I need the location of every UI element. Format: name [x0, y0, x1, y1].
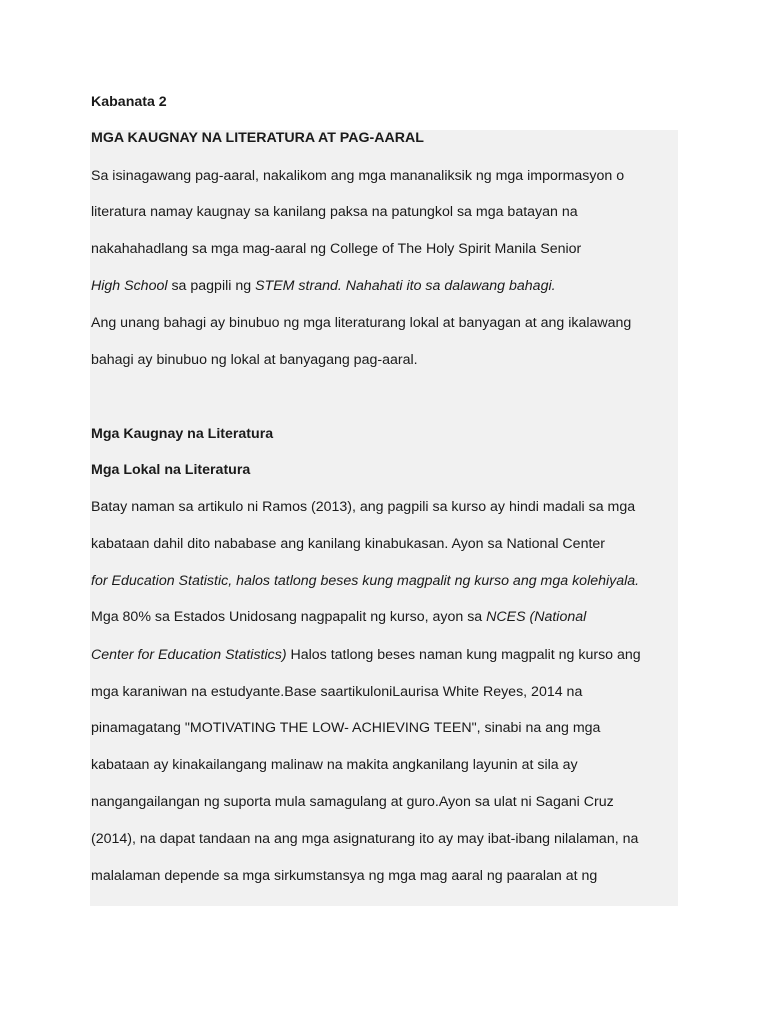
italic-text: Center for Education Statistics) — [91, 647, 287, 663]
subheading-related-literature: Mga Kaugnay na Literatura — [91, 426, 274, 442]
italic-text: High School — [91, 278, 168, 294]
paragraph-line — [91, 276, 556, 296]
paragraph-line: Batay naman sa artikulo ni Ramos (2013), ang pagpili sa kurso ay hindi madali sa mga — [91, 499, 636, 515]
paragraph-line: literatura namay kaugnay sa kanilang paksa na patungkol sa mga batayan na — [91, 204, 578, 220]
paragraph-line: mga karaniwan na estudyante.Base saartikuloniLaurisa White Reyes, 2014 na — [91, 684, 583, 700]
plain-text: Mga 80% sa Estados Unidosang nagpapalit ng kurso, ayon sa — [91, 609, 487, 625]
paragraph-line: Ang unang bahagi ay binubuo ng mga literaturang lokal at banyagan at ang ikalawang — [91, 315, 632, 331]
plain-text: sa pagpili ng — [167, 278, 256, 294]
chapter-label: Kabanata 2 — [91, 94, 167, 110]
paragraph-line: nangangailangan ng suporta mula samagulang at guro.Ayon sa ulat ni Sagani Cruz — [91, 794, 614, 810]
subheading-local-literature: Mga Lokal na Literatura — [91, 462, 251, 478]
italic-text: NCES (National — [486, 609, 587, 625]
plain-text: Halos tatlong beses naman kung magpalit ng kurso ang — [286, 647, 641, 663]
paragraph-line — [91, 607, 586, 627]
italic-text: STEM strand. Nahahati ito sa dalawang bahagi. — [255, 278, 556, 294]
paragraph-line: kabataan dahil dito nababase ang kanilang kinabukasan. Ayon sa National Center — [91, 536, 606, 552]
paragraph-line — [91, 645, 641, 665]
paragraph-line: (2014), na dapat tandaan na ang mga asignaturang ito ay may ibat-ibang nilalaman, na — [91, 831, 639, 847]
section-title: MGA KAUGNAY NA LITERATURA AT PAG-AARAL — [91, 130, 424, 146]
paragraph-line: nakahahadlang sa mga mag-aaral ng College of The Holy Spirit Manila Senior — [91, 241, 582, 257]
paragraph-line: Sa isinagawang pag-aaral, nakalikom ang mga mananaliksik ng mga impormasyon o — [91, 168, 625, 184]
paragraph-line: kabataan ay kinakailangang malinaw na makita angkanilang layunin at sila ay — [91, 757, 578, 773]
paragraph-line: pinamagatang "MOTIVATING THE LOW- ACHIEVING TEEN", sinabi na ang mga — [91, 720, 601, 736]
paragraph-line: bahagi ay binubuo ng lokal at banyagang pag-aaral. — [91, 352, 418, 368]
paragraph-line: malalaman depende sa mga sirkumstansya ng mga mag aaral ng paaralan at ng — [91, 868, 598, 884]
paragraph-line: for Education Statistic, halos tatlong beses kung magpalit ng kurso ang mga kolehiyala. — [91, 573, 640, 589]
